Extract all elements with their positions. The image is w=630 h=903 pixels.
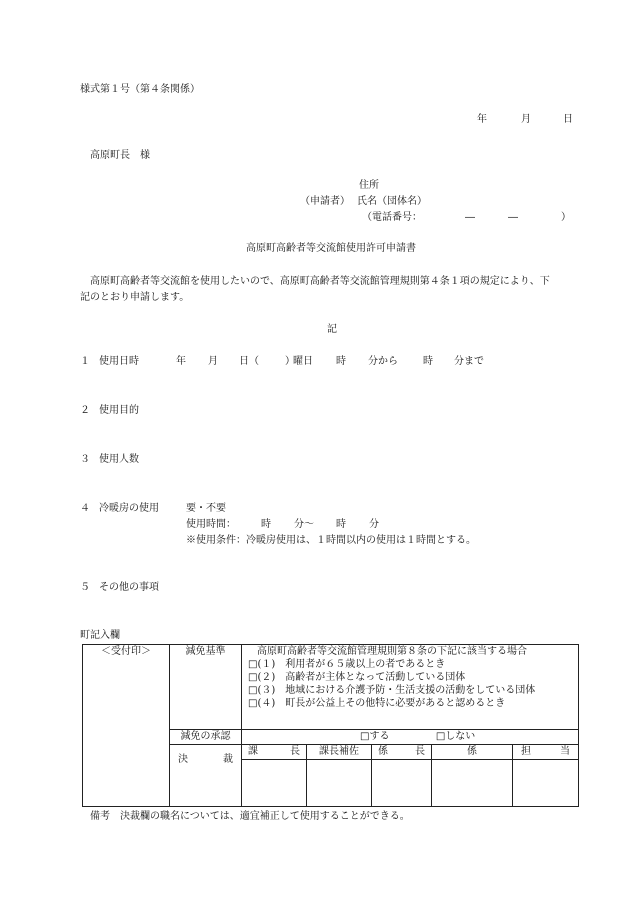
item-4-hour-to: 時 — [336, 519, 346, 530]
item-3-label: 使用人数 — [99, 454, 139, 465]
role-in-charge-a: 担 — [521, 746, 531, 757]
role-in-charge-b: 当 — [560, 746, 571, 757]
item-4-time-label: 使用時間： — [186, 519, 236, 530]
remark: 備考 決裁欄の職名については、適宜補正して使用することができる。 — [90, 811, 410, 822]
reduction-criteria-cell — [242, 645, 579, 730]
phone-dash-1: ― — [465, 212, 475, 223]
phone-label: （電話番号： — [362, 212, 422, 223]
item-4-hour-from: 時 — [261, 519, 271, 530]
role-section-chief-a: 課 — [248, 746, 258, 757]
form-number: 様式第１号（第４条関係） — [80, 84, 200, 95]
item-1-hour-from: 時 — [336, 356, 346, 367]
approval-label: 減免の承認 — [180, 731, 231, 742]
item-5-label: その他の事項 — [99, 582, 159, 593]
item-4-minute: 分 — [369, 519, 379, 530]
item-1-year: 年 — [176, 356, 186, 367]
decision-label-b: 裁 — [223, 754, 233, 765]
phone-dash-2: ― — [508, 212, 518, 223]
reduction-label: 減免基準 — [185, 646, 226, 657]
date-year: 年 — [477, 114, 487, 125]
role-unit-chief — [372, 745, 432, 760]
item-1-month: 月 — [208, 356, 218, 367]
item-1-label: 使用日時 — [99, 356, 139, 367]
role-section-chief — [242, 745, 307, 760]
criterion-4[interactable]: □(４) 町長が公益上その他特に必要があると認めるとき — [248, 698, 506, 709]
addressee: 高原町長 様 — [90, 150, 150, 161]
date-day: 日 — [563, 114, 573, 125]
item-4-need: 要・不要 — [186, 503, 226, 514]
office-heading: 町記入欄 — [80, 630, 120, 641]
item-1-number: １ — [80, 356, 90, 367]
phone-close: ） — [561, 212, 571, 223]
item-1-paren: ） — [285, 356, 295, 367]
name-label: 氏名（団体名） — [357, 196, 427, 207]
item-4-condition: ※使用条件：冷暖房使用は、１時間以内の使用は１時間とする。 — [186, 535, 476, 546]
item-1-weekday: 曜日 — [293, 356, 313, 367]
address-label: 住所 — [359, 180, 379, 191]
role-deputy-chief-a: 課長補佐 — [319, 746, 359, 757]
criterion-1[interactable]: □(１) 利用者が６５歳以上の者であるとき — [248, 659, 446, 670]
item-5-number: ５ — [80, 582, 90, 593]
item-3-number: ３ — [80, 454, 90, 465]
item-1-hour-to: 時 — [423, 356, 433, 367]
item-4-number: ４ — [80, 503, 90, 514]
stamp-section-chief[interactable] — [242, 760, 307, 807]
item-2-label: 使用目的 — [99, 405, 139, 416]
item-1-day: 日（ — [239, 356, 259, 367]
applicant-role-label: （申請者） — [300, 196, 350, 207]
reduction-intro: 高原町高齢者等交流館管理規則第８条の下記に該当する場合 — [257, 646, 527, 657]
item-2-number: ２ — [80, 405, 90, 416]
stamp-staff[interactable] — [432, 760, 513, 807]
role-in-charge — [513, 745, 579, 760]
item-1-minute-to: 分まで — [454, 356, 484, 367]
item-1-minute-from: 分から — [368, 356, 398, 367]
reception-stamp-cell — [83, 645, 170, 807]
office-use-table — [82, 644, 579, 807]
approval-options-cell — [242, 730, 579, 745]
body-line-1: 高原町高齢者等交流館を使用したいので、高原町高齢者等交流館管理規則第４条１項の規定により、下 — [90, 276, 550, 287]
stamp-in-charge[interactable] — [513, 760, 579, 807]
role-deputy-chief — [307, 745, 372, 760]
reduction-label-cell — [170, 645, 242, 730]
item-4-label: 冷暖房の使用 — [99, 503, 159, 514]
date-month: 月 — [521, 114, 531, 125]
decision-label-a: 決 — [178, 754, 188, 765]
stamp-unit-chief[interactable] — [372, 760, 432, 807]
stamp-deputy-chief[interactable] — [307, 760, 372, 807]
role-unit-chief-a: 係 — [378, 746, 388, 757]
body-line-2: 記のとおり申請します。 — [80, 292, 190, 303]
role-section-chief-b: 長 — [290, 746, 300, 757]
approve-yes-checkbox[interactable]: □する — [360, 731, 390, 742]
criterion-3[interactable]: □(３) 地域における介護予防・生活支援の活動をしている団体 — [248, 685, 536, 696]
role-staff — [432, 745, 513, 760]
reception-label: ＜受付印＞ — [101, 646, 151, 657]
role-unit-chief-b: 長 — [415, 746, 425, 757]
approval-label-cell — [170, 730, 242, 745]
criterion-2[interactable]: □(２) 高齢者が主体となって活動している団体 — [248, 672, 466, 683]
item-4-minute-tilde: 分～ — [294, 519, 314, 530]
approve-no-checkbox[interactable]: □しない — [435, 731, 476, 742]
decision-label-cell — [170, 745, 242, 807]
document-title: 高原町高齢者等交流館使用許可申請書 — [246, 243, 416, 254]
ki-heading: 記 — [327, 324, 337, 335]
role-staff-a: 係 — [467, 746, 477, 757]
